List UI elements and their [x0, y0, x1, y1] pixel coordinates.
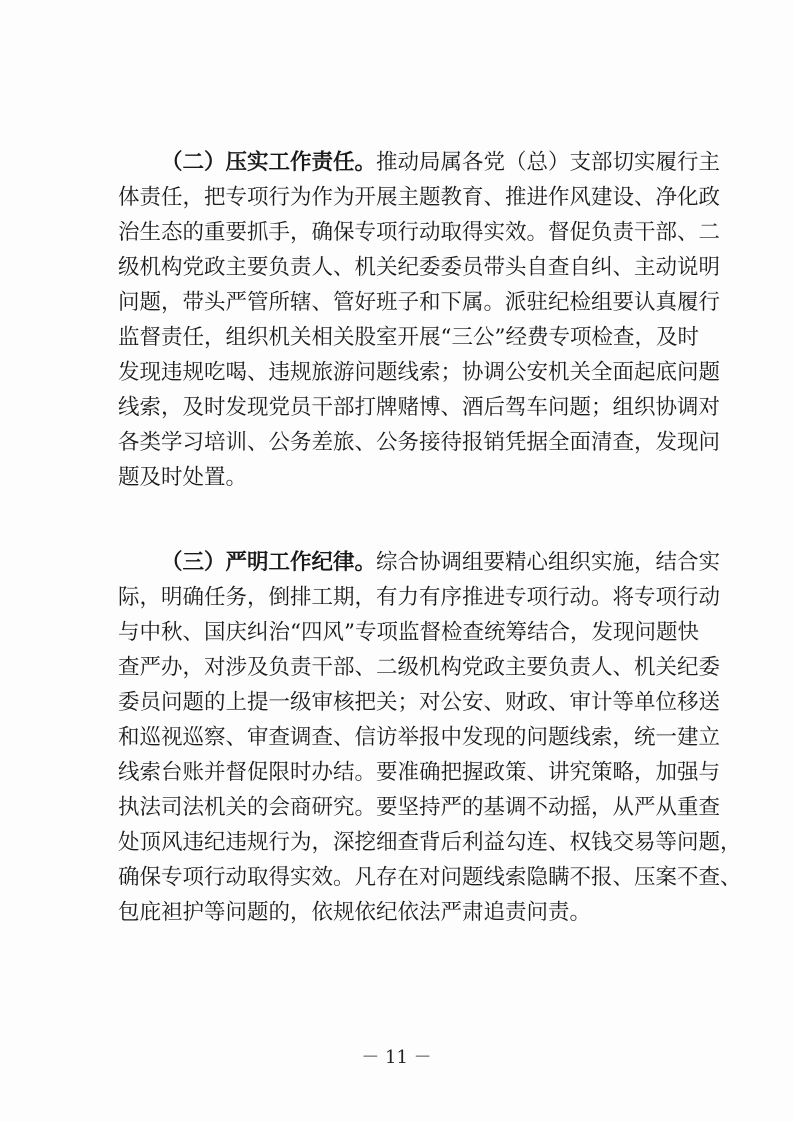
- page-number: － 11 －: [361, 1047, 432, 1068]
- paragraph-line: [118, 545, 721, 580]
- paragraph-line: 发现违规吃喝、违规旅游问题线索；协调公安机关全面起底问题: [118, 360, 721, 385]
- paragraph-line: 执法司法机关的会商研究。要坚持严的基调不动摇，从严从重查: [118, 795, 721, 820]
- paragraph-line: 与中秋、国庆纠治“四风”专项监督检查统筹结合，发现问题快: [118, 620, 699, 645]
- section-2-heading: （二）压实工作责任。: [161, 150, 377, 175]
- paragraph-line: 包庇袒护等问题的，依规依纪依法严肃追责问责。: [118, 900, 592, 925]
- paragraph-line: 线索，及时发现党员干部打牌赌博、酒后驾车问题；组织协调对: [118, 395, 721, 420]
- paragraph-line: 际，明确任务，倒排工期，有力有序推进专项行动。将专项行动: [118, 585, 721, 610]
- paragraph-line: 级机构党政主要负责人、机关纪委委员带头自查自纠、主动说明: [118, 255, 721, 280]
- paragraph-line: 题及时处置。: [118, 465, 248, 490]
- paragraph-line: 监督责任，组织机关相关股室开展“三公”经费专项检查，及时: [118, 325, 699, 350]
- line-text: 综合协调组要精心组织实施，结合实: [376, 550, 721, 575]
- paragraph-line: 治生态的重要抓手，确保专项行动取得实效。督促负责干部、二: [118, 220, 721, 245]
- section-2-paragraph: [118, 145, 721, 495]
- section-3-heading: （三）严明工作纪律。: [161, 550, 377, 575]
- paragraph-line: 问题，带头严管所辖、管好班子和下属。派驻纪检组要认真履行: [118, 290, 721, 315]
- paragraph-line: 查严办，对涉及负责干部、二级机构党政主要负责人、机关纪委: [118, 655, 721, 680]
- paragraph-line: 处顶风违纪违规行为，深挖细查背后利益勾连、权钱交易等问题，: [118, 830, 742, 855]
- section-3-paragraph: [118, 545, 742, 930]
- paragraph-line: 确保专项行动取得实效。凡存在对问题线索隐瞒不报、压案不查、: [118, 865, 742, 890]
- line-text: 推动局属各党（总）支部切实履行主: [376, 150, 721, 175]
- paragraph-line: 各类学习培训、公务差旅、公务接待报销凭据全面清查，发现问: [118, 430, 721, 455]
- paragraph-line: [118, 145, 721, 180]
- paragraph-line: 和巡视巡察、审查调查、信访举报中发现的问题线索，统一建立: [118, 725, 721, 750]
- paragraph-line: 线索台账并督促限时办结。要准确把握政策、讲究策略，加强与: [118, 760, 721, 785]
- paragraph-line: 体责任，把专项行为作为开展主题教育、推进作风建设、净化政: [118, 185, 721, 210]
- paragraph-line: 委员问题的上提一级审核把关；对公安、财政、审计等单位移送: [118, 690, 721, 715]
